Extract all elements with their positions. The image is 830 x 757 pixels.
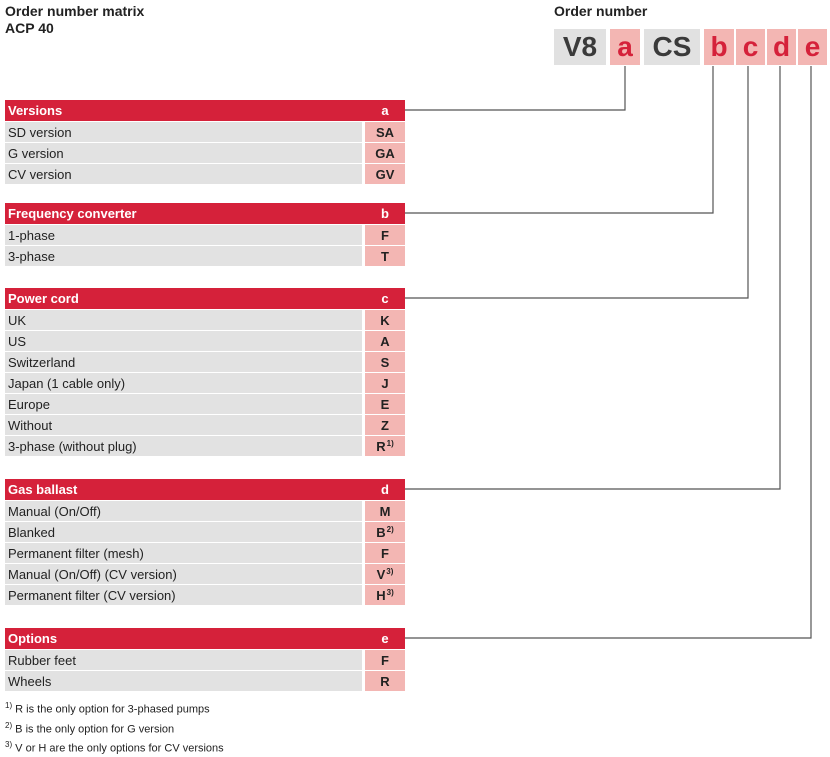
table-row: [5, 649, 405, 670]
table-row: [5, 542, 405, 563]
footnote-3: $^{3)}$ V or H are the only options for CV versions: [5, 740, 224, 755]
footnote-mark: 3): [386, 587, 394, 597]
row-code: H $^{3)}$: [365, 585, 405, 605]
row-code: S: [365, 352, 405, 372]
table-row: [5, 500, 405, 521]
row-label: 1-phase: [5, 225, 362, 245]
row-code: T: [365, 246, 405, 266]
row-label: UK: [5, 310, 362, 330]
table-row: [5, 521, 405, 542]
row-code: F: [365, 650, 405, 670]
footnote-mark: 3): [386, 566, 394, 576]
row-label: Japan (1 cable only): [5, 373, 362, 393]
section-title: Options: [8, 631, 58, 646]
row-code: A: [365, 331, 405, 351]
section-frequency-converter: [5, 203, 405, 266]
table-row: [5, 414, 405, 435]
row-code: SA: [365, 122, 405, 142]
title-line-2: ACP 40: [5, 20, 54, 36]
section-header: [5, 100, 405, 121]
section-gas-ballast: [5, 479, 405, 605]
section-power-cord: [5, 288, 405, 456]
table-row: [5, 563, 405, 584]
table-row: [5, 121, 405, 142]
row-label: 3-phase (without plug): [5, 436, 362, 456]
table-row: [5, 372, 405, 393]
table-row: [5, 163, 405, 184]
row-label: Switzerland: [5, 352, 362, 372]
section-header: [5, 288, 405, 309]
footnote-mark: 2): [386, 524, 394, 534]
section-title: Gas ballast: [8, 482, 78, 497]
row-label: SD version: [5, 122, 362, 142]
row-label: Rubber feet: [5, 650, 362, 670]
row-code: GA: [365, 143, 405, 163]
row-code: R $^{1)}$: [365, 436, 405, 456]
table-row: [5, 224, 405, 245]
row-code: B $^{2)}$: [365, 522, 405, 542]
row-code: Z: [365, 415, 405, 435]
row-label: Permanent filter (mesh): [5, 543, 362, 563]
section-title: Frequency converter: [8, 206, 137, 221]
table-row: [5, 351, 405, 372]
row-label: 3-phase: [5, 246, 362, 266]
row-code: K: [365, 310, 405, 330]
order-code-a: a: [610, 29, 640, 65]
table-row: [5, 393, 405, 414]
row-label: Blanked: [5, 522, 362, 542]
order-code-middle: CS: [644, 29, 700, 65]
table-row: [5, 142, 405, 163]
table-row: [5, 245, 405, 266]
footnote-1: $^{1)}$ R is the only option for 3-phased pumps: [5, 701, 210, 716]
section-header: [5, 479, 405, 500]
row-label: Wheels: [5, 671, 362, 691]
row-label: Permanent filter (CV version): [5, 585, 362, 605]
row-code: GV: [365, 164, 405, 184]
section-options: [5, 628, 405, 691]
table-row: [5, 330, 405, 351]
section-letter: a: [381, 103, 389, 118]
footnote-mark: 1): [386, 438, 394, 448]
connector-d: [405, 66, 780, 489]
order-code-c: c: [736, 29, 765, 65]
order-number-label: Order number: [554, 3, 648, 19]
row-label: Manual (On/Off): [5, 501, 362, 521]
row-label: Without: [5, 415, 362, 435]
connector-e: [405, 66, 811, 638]
row-label: CV version: [5, 164, 362, 184]
connector-b: [405, 66, 713, 213]
row-code: E: [365, 394, 405, 414]
row-label: US: [5, 331, 362, 351]
row-label: Europe: [5, 394, 362, 414]
table-row: [5, 435, 405, 456]
row-code: J: [365, 373, 405, 393]
title-line-1: Order number matrix: [5, 3, 145, 19]
row-code: F: [365, 543, 405, 563]
order-code-e: e: [798, 29, 827, 65]
section-letter: d: [381, 482, 389, 497]
table-row: [5, 309, 405, 330]
connector-c: [405, 66, 748, 298]
section-title: Power cord: [8, 291, 79, 306]
section-letter: e: [381, 631, 389, 646]
section-header: [5, 203, 405, 224]
section-title: Versions: [8, 103, 63, 118]
row-code: M: [365, 501, 405, 521]
order-code-prefix: V8: [554, 29, 606, 65]
footnote-2: $^{2)}$ B is the only option for G version: [5, 720, 175, 736]
section-letter: b: [381, 206, 389, 221]
row-label: G version: [5, 143, 362, 163]
row-label: Manual (On/Off) (CV version): [5, 564, 362, 584]
row-code: V $^{3)}$: [365, 564, 405, 584]
order-code-b: b: [704, 29, 734, 65]
section-versions: [5, 100, 405, 184]
row-code: R: [365, 671, 405, 691]
connector-a: [405, 66, 625, 110]
footnotes: [5, 698, 224, 757]
section-header: [5, 628, 405, 649]
table-row: [5, 670, 405, 691]
order-code-d: d: [767, 29, 796, 65]
table-row: [5, 584, 405, 605]
section-letter: c: [381, 291, 389, 306]
row-code: F: [365, 225, 405, 245]
